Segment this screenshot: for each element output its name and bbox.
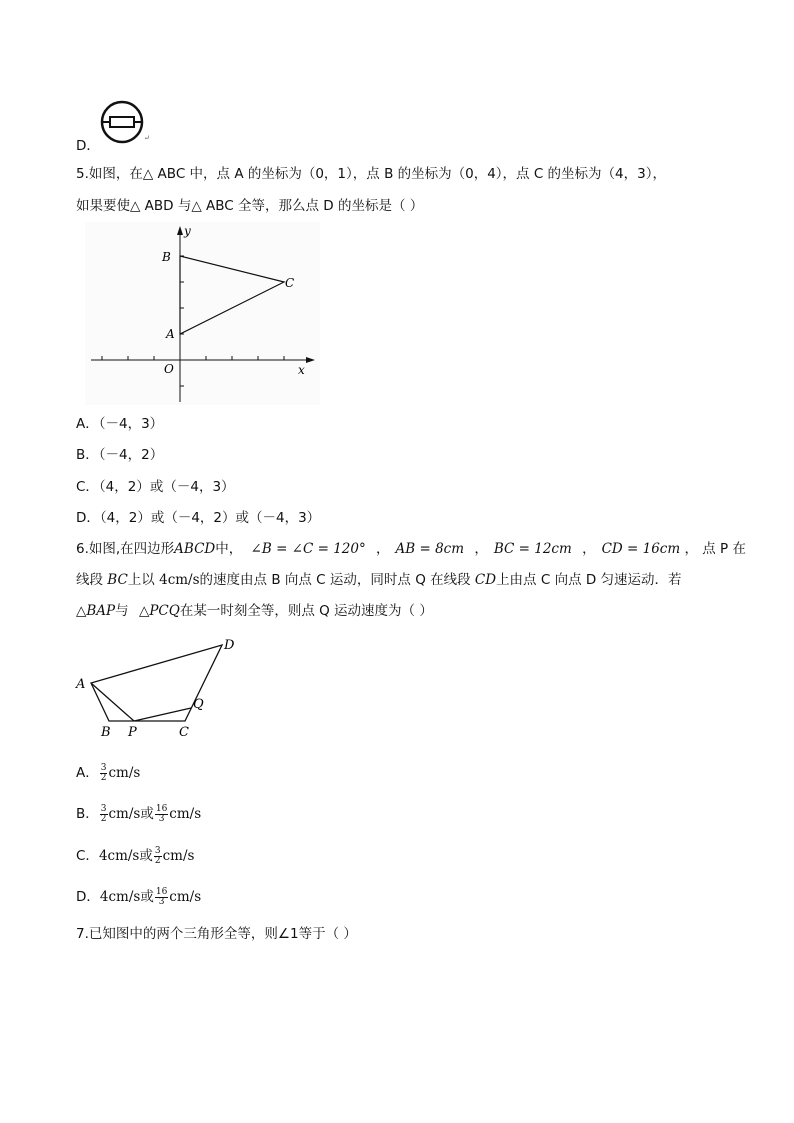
- q5-stem-line2: 如果要使△ ABD 与△ ABC 全等，那么点 D 的坐标是（ ）: [76, 198, 424, 214]
- q6-option-a: A． $\frac{3}{2}$ cm/s: [76, 762, 141, 783]
- q6-label-p: P: [128, 725, 137, 740]
- q6-angles: ∠B = ∠C = 120°: [250, 541, 366, 557]
- q6-segment-pq: [134, 708, 191, 721]
- q4-option-d: [76, 136, 100, 156]
- q5-option-a: A．（－4，3）: [76, 416, 164, 432]
- q6-option-d: D．4cm/s或 $\frac{16}{3}$ cm/s: [76, 886, 202, 907]
- q5-option-c: C．（4，2）或（－4，3）: [76, 479, 235, 495]
- q6-stem-line3: △BAP与 △PCQ在某一时刻全等，则点 Q 运动速度为（ ）: [76, 603, 433, 619]
- q5-stem-line1: 5.如图，在△ ABC 中，点 A 的坐标为（0，1），点 B 的坐标为（0，4），点 C 的坐标为（4，3），: [76, 166, 666, 182]
- q6-bc: BC = 12cm: [493, 541, 572, 557]
- q5-label-b: B: [162, 250, 171, 264]
- q6-label-c: C: [179, 725, 189, 740]
- q5-label-x: x: [298, 363, 305, 377]
- q6-label-q: Q: [193, 697, 204, 712]
- q6-quad-name: ABCD: [174, 541, 216, 557]
- q5-coordinate-figure: [85, 222, 320, 405]
- q6-ab: AB = 8cm: [395, 541, 465, 557]
- q6-label-b: B: [101, 725, 111, 740]
- q6-option-a-fraction: $\frac{3}{2}$: [100, 762, 107, 783]
- q6-segment-ap: [91, 683, 134, 721]
- q5-label-c: C: [285, 276, 295, 290]
- q4-option-d-label: D．: [76, 138, 100, 154]
- q5-label-o: O: [164, 362, 174, 376]
- q6-stem-line2: 线段 BC上以 4cm/s的速度由点 B 向点 C 运动，同时点 Q 在线段 CD上由点 C 向点 D 匀速运动．若: [76, 572, 682, 588]
- q6-stem-line1: 6.如图,在四边形ABCD中， ∠B = ∠C = 120° ， AB = 8cm ， BC = 12cm ， CD = 16cm ， 点 P 在: [76, 541, 746, 557]
- q5-label-a: A: [166, 327, 175, 341]
- resistor-circle-icon: [100, 100, 152, 146]
- q7-stem: 7.已知图中的两个三角形全等，则∠1等于（ ）: [76, 926, 357, 942]
- q5-option-d: D．（4，2）或（－4，2）或（－4，3）: [76, 510, 321, 526]
- q5-label-y: y: [184, 224, 191, 238]
- q6-option-c: C．4cm/s或 $\frac{3}{2}$ cm/s: [76, 845, 195, 866]
- q6-quadrilateral-figure: [70, 630, 250, 742]
- svg-text:↵: ↵: [144, 134, 150, 142]
- q5-option-b: B．（－4，2）: [76, 447, 164, 463]
- q6-label-d: D: [224, 638, 235, 653]
- q6-cd: CD = 16cm: [601, 541, 681, 557]
- q6-label-a: A: [76, 677, 86, 692]
- q6-option-b: B． $\frac{3}{2}$ cm/s或 $\frac{16}{3}$ cm/s: [76, 803, 202, 824]
